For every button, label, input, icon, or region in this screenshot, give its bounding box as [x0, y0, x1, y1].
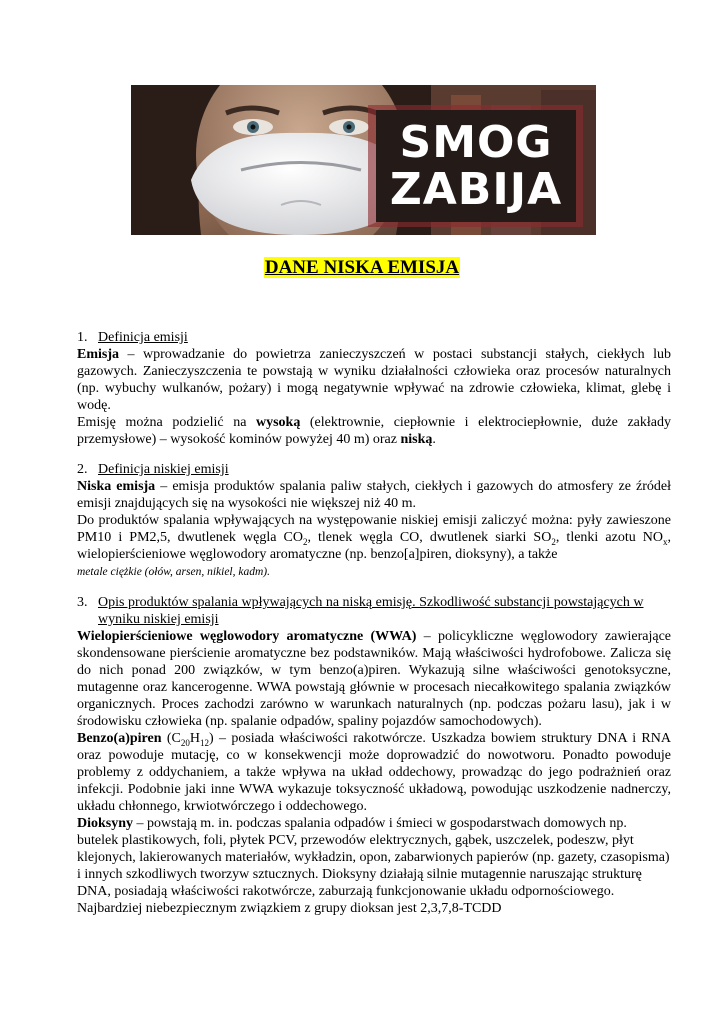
- section-3-wwa-text: – policykliczne węglowodory zawierające skondensowane pierścienie aromatyczne bez podstawników. Mają właściwości hydrofobowe. Zalicza się do nich ponad 200 związków, w tym benzo(a)piren. Wykazują silne właściwości genotoksyczne, mutagenne oraz kancerogenne. WWA powstają głównie w procesach niecałkowitego spalania związków organicznych. Proces zachodzi zarówno w warunkach naturalnych (np. podczas pożaru lasu), jak i w środowisku człowieka (np. spalanie odpadów, spaliny pojazdów samochodowych).: [77, 629, 672, 729]
- section-1-paragraph-1-text: – wprowadzanie do powietrza zanieczyszczeń w postaci substancji stałych, ciekłych lub gazowych. Zanieczyszczenia te powstają w wyniku działalności człowieka oraz procesów naturalnych (np. wybuchy wulkanów, pożary) i mogą negatywnie wpływać na zdrowie człowieka, klimat, glebę i wodę.: [77, 347, 671, 413]
- s2-p2-c: , tlenki azotu NO: [555, 530, 664, 545]
- section-3: [77, 594, 671, 917]
- section-3-number: 3.: [77, 595, 88, 610]
- section-3-wwa-paragraph: [77, 628, 671, 730]
- smog-banner-image: [131, 85, 596, 235]
- banner-line-2: ZABIJA: [389, 164, 563, 215]
- section-2: [77, 461, 671, 581]
- section-1-paragraph-2: [77, 414, 671, 448]
- bap-formula-1: (C: [161, 731, 181, 746]
- section-1: [77, 329, 671, 448]
- section-2-paragraph-1-text: – emisja produktów spalania paliw stałych, ciekłych i gazowych do atmosfery ze źródeł emisji znajdujących się na wysokości nie większej niż 40 m.: [77, 479, 671, 511]
- term-wwa: Wielopierścieniowe węglowodory aromatyczne (WWA): [77, 629, 417, 644]
- term-dioksyny: Dioksyny: [77, 816, 134, 831]
- section-1-heading: [77, 329, 671, 346]
- sub-co2: 2: [302, 536, 308, 547]
- document-title: [0, 258, 724, 278]
- section-2-number: 2.: [77, 462, 88, 477]
- section-1-title: Definicja emisji: [98, 330, 188, 345]
- section-3-bap-text: ) – posiada właściwości rakotwórcze. Uszkadza bowiem struktury DNA i RNA oraz powoduje mutację, co w konsekwencji może doprowadzić do nowotworu. Ponadto powoduje problemy z oddychaniem, a także wpływa na układ oddechowy, prowadząc do jego podrażnień oraz infekcji. Podobnie jaki inne WWA wykazuje toksyczność układową, powodując uszkodzenie nadnerczy, układu chłonnego, krwiotwórczego i oddechowego.: [77, 731, 671, 814]
- sub-so2: 2: [551, 536, 556, 547]
- section-1-number: 1.: [77, 330, 88, 345]
- term-wysoka: wysoką: [255, 415, 301, 430]
- banner-line-1: SMOG: [399, 117, 553, 168]
- section-3-dioxins-paragraph: [77, 815, 671, 917]
- term-niska-emisja: Niska emisja: [77, 479, 156, 494]
- section-3-bap-paragraph: [77, 730, 671, 815]
- document-title-text: DANE NISKA EMISJA: [264, 257, 460, 278]
- banner-text: [376, 110, 576, 222]
- section-2-title: Definicja niskiej emisji: [98, 462, 229, 477]
- sub-h12: 12: [199, 737, 209, 748]
- section-2-heading: [77, 461, 671, 478]
- term-benzoapiren: Benzo(a)piren: [77, 731, 162, 746]
- section-2-paragraph-2: [77, 512, 671, 581]
- s2-p2-d: , wielopierścieniowe węglowodory aromatyczne (np. benzo[a]piren, dioksyny), a także: [77, 530, 672, 562]
- heavy-metals-italic: metale ciężkie (ołów, arsen, nikiel, kadm).: [77, 566, 270, 578]
- bap-formula-2: H: [189, 731, 200, 746]
- section-2-paragraph-1: [77, 478, 671, 512]
- section-1-paragraph-1: [77, 346, 671, 414]
- s1-p2-a: Emisję można podzielić na: [77, 415, 256, 430]
- s2-p2-a: Do produktów spalania wpływających na występowanie niskiej emisji zaliczyć można: pyły zawieszone PM10 i PM2,5, dwutlenek węgla CO: [77, 513, 671, 545]
- section-3-title: Opis produktów spalania wpływających na niską emisję. Szkodliwość substancji powstających w wyniku niskiej emisji: [98, 595, 644, 627]
- section-3-dioxins-text: – powstają m. in. podczas spalania odpadów i śmieci w gospodarstwach domowych np. butelek plastikowych, foli, płytek PCV, przewodów elektrycznych, gąbek, uszczelek, podeszw, płyt klejonych, lakierowanych materiałów, wykładzin, opon, zabarwionych papierów (np. gazety, czasopisma) i innych szkodliwych tworzyw sztucznych. Dioksyny działają silnie mutagennie naruszając strukturę DNA, posiadają właściwości rakotwórcze, zaburzają funkcjonowanie układu odpornościowego. Najbardziej niebezpiecznym związkiem z grupy dioksan jest 2,3,7,8-TCDD: [77, 816, 670, 916]
- s1-p2-e: .: [432, 432, 436, 447]
- term-emisja: Emisja: [77, 347, 119, 362]
- sub-nox: x: [663, 536, 668, 547]
- term-niska: niską: [400, 432, 433, 447]
- section-3-heading: [77, 594, 671, 628]
- s1-p2-c: (elektrownie, ciepłownie i elektrociepłownie, duże zakłady przemysłowe) – wysokość kominów powyżej 40 m) oraz: [77, 415, 671, 447]
- sub-c20: 20: [180, 737, 190, 748]
- s2-p2-b: , tlenek węgla CO, dwutlenek siarki SO: [307, 530, 552, 545]
